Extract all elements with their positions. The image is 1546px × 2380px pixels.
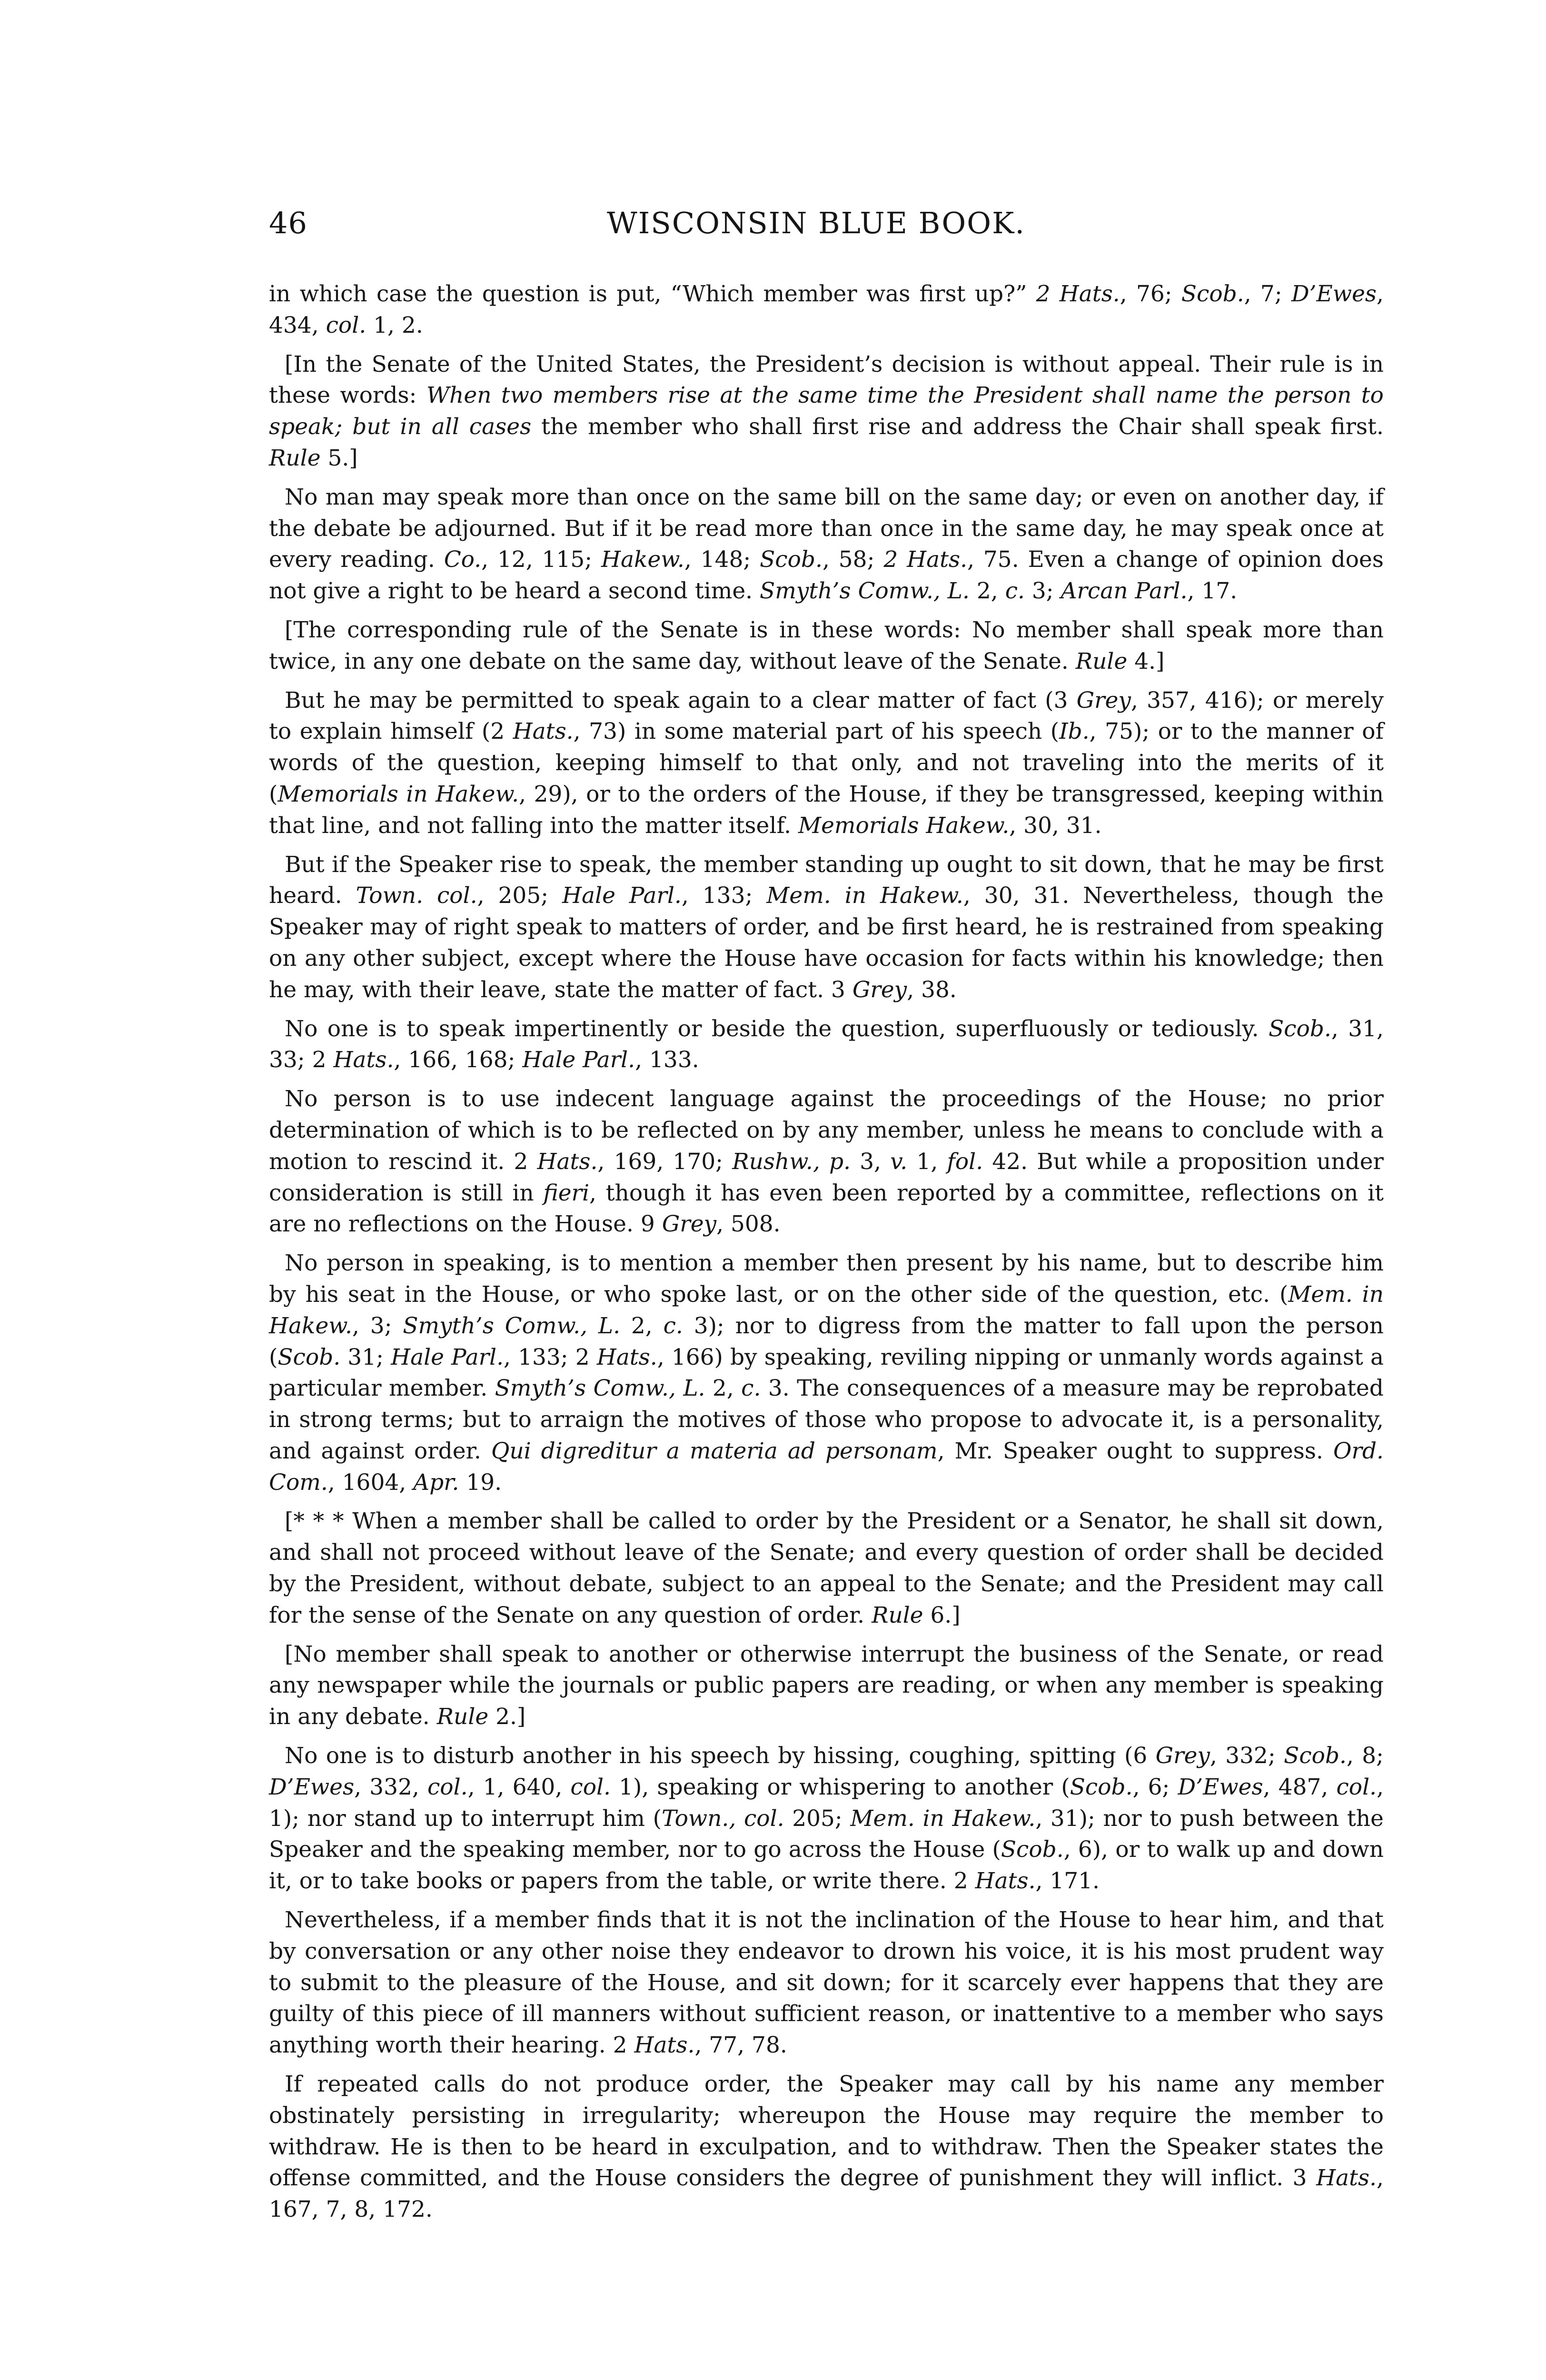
text-body: [269, 278, 1384, 2233]
page-number: 46: [269, 206, 307, 240]
paragraph: But if the Speaker rise to speak, the member standing up ought to sit down, that he may be first heard. Town. col., 205; Hale Parl., 133; Mem. in Hakew., 30, 31. Nevertheless, though the Speaker may of right speak to matters of order, and be first heard, he is restrained from speaking on any other subject, except where the House have occasion for facts within his knowledge; then he may, with their leave, state the matter of fact. 3 Grey, 38.: [269, 851, 1384, 1003]
running-head: WISCONSIN BLUE BOOK.: [607, 206, 1026, 240]
paragraph: No person is to use indecent language against the proceedings of the House; no prior determination of which is to be reflected on by any member, unless he means to conclude with a motion to rescind it. 2 Hats., 169, 170; Rushw., p. 3, v. 1, fol. 42. But while a proposition under consideration is still in fieri, though it has even been reported by a committee, reflections on it are no reflections on the House. 9 Grey, 508.: [269, 1086, 1384, 1238]
paragraph: [In the Senate of the United States, the President’s decision is without appeal. Their rule is in these words: When two members rise at the same time the President shall name the person to speak; but in all cases the member who shall first rise and address the Chair shall speak first. Rule 5.]: [269, 351, 1384, 471]
paragraph: No person in speaking, is to mention a member then present by his name, but to describe him by his seat in the House, or who spoke last, or on the other side of the question, etc. (Mem. in Hakew., 3; Smyth’s Comw., L. 2, c. 3); nor to digress from the matter to fall upon the person (Scob. 31; Hale Parl., 133; 2 Hats., 166) by speaking, reviling nipping or unmanly words against a particular member. Smyth’s Comw., L. 2, c. 3. The consequences of a measure may be reprobated in strong terms; but to arraign the motives of those who propose to advocate it, is a personality, and against order. Qui digreditur a materia ad personam, Mr. Speaker ought to suppress. Ord. Com., 1604, Apr. 19.: [269, 1250, 1384, 1496]
paragraph: [The corresponding rule of the Senate is in these words: No member shall speak more than twice, in any one debate on the same day, without leave of the Senate. Rule 4.]: [269, 616, 1384, 674]
paragraph: [* * * When a member shall be called to order by the President or a Senator, he shall sit down, and shall not proceed without leave of the Senate; and every question of order shall be decided by the President, without debate, subject to an appeal to the Senate; and the President may call for the sense of the Senate on any question of order. Rule 6.]: [269, 1508, 1384, 1628]
page-header: [269, 206, 1384, 239]
paragraph: [No member shall speak to another or otherwise interrupt the business of the Senate, or read any newspaper while the journals or public papers are reading, or when any member is speaking in any debate. Rule 2.]: [269, 1641, 1384, 1730]
paragraph: No one is to speak impertinently or beside the question, superfluously or tediously. Scob., 31, 33; 2 Hats., 166, 168; Hale Parl., 133.: [269, 1015, 1384, 1073]
paragraph: Nevertheless, if a member finds that it is not the inclination of the House to hear him, and that by conversation or any other noise they endeavor to drown his voice, it is his most prudent way to submit to the pleasure of the House, and sit down; for it scarcely ever happens that they are guilty of this piece of ill manners without sufficient reason, or inattentive to a member who says anything worth their hearing. 2 Hats., 77, 78.: [269, 1907, 1384, 2059]
paragraph: No man may speak more than once on the same bill on the same day; or even on another day, if the debate be adjourned. But if it be read more than once in the same day, he may speak once at every reading. Co., 12, 115; Hakew., 148; Scob., 58; 2 Hats., 75. Even a change of opinion does not give a right to be heard a second time. Smyth’s Comw., L. 2, c. 3; Arcan Parl., 17.: [269, 484, 1384, 605]
paragraph: But he may be permitted to speak again to a clear matter of fact (3 Grey, 357, 416); or merely to explain himself (2 Hats., 73) in some material part of his speech (Ib., 75); or to the manner of words of the question, keeping himself to that only, and not traveling into the merits of it (Memorials in Hakew., 29), or to the orders of the House, if they be transgressed, keeping within that line, and not falling into the matter itself. Memorials Hakew., 30, 31.: [269, 687, 1384, 839]
paragraph: in which case the question is put, “Which member was first up?” 2 Hats., 76; Scob., 7; D’Ewes, 434, col. 1, 2.: [269, 281, 1384, 338]
paragraph: No one is to disturb another in his speech by hissing, coughing, spitting (6 Grey, 332; Scob., 8; D’Ewes, 332, col., 1, 640, col. 1), speaking or whispering to another (Scob., 6; D’Ewes, 487, col., 1); nor stand up to interrupt him (Town., col. 205; Mem. in Hakew., 31); nor to push between the Speaker and the speaking member, nor to go across the House (Scob., 6), or to walk up and down it, or to take books or papers from the table, or write there. 2 Hats., 171.: [269, 1743, 1384, 1894]
paragraph: If repeated calls do not produce order, the Speaker may call by his name any member obstinately persisting in irregularity; whereupon the House may require the member to withdraw. He is then to be heard in exculpation, and to withdraw. Then the Speaker states the offense committed, and the House considers the degree of punishment they will inflict. 3 Hats., 167, 7, 8, 172.: [269, 2071, 1384, 2223]
